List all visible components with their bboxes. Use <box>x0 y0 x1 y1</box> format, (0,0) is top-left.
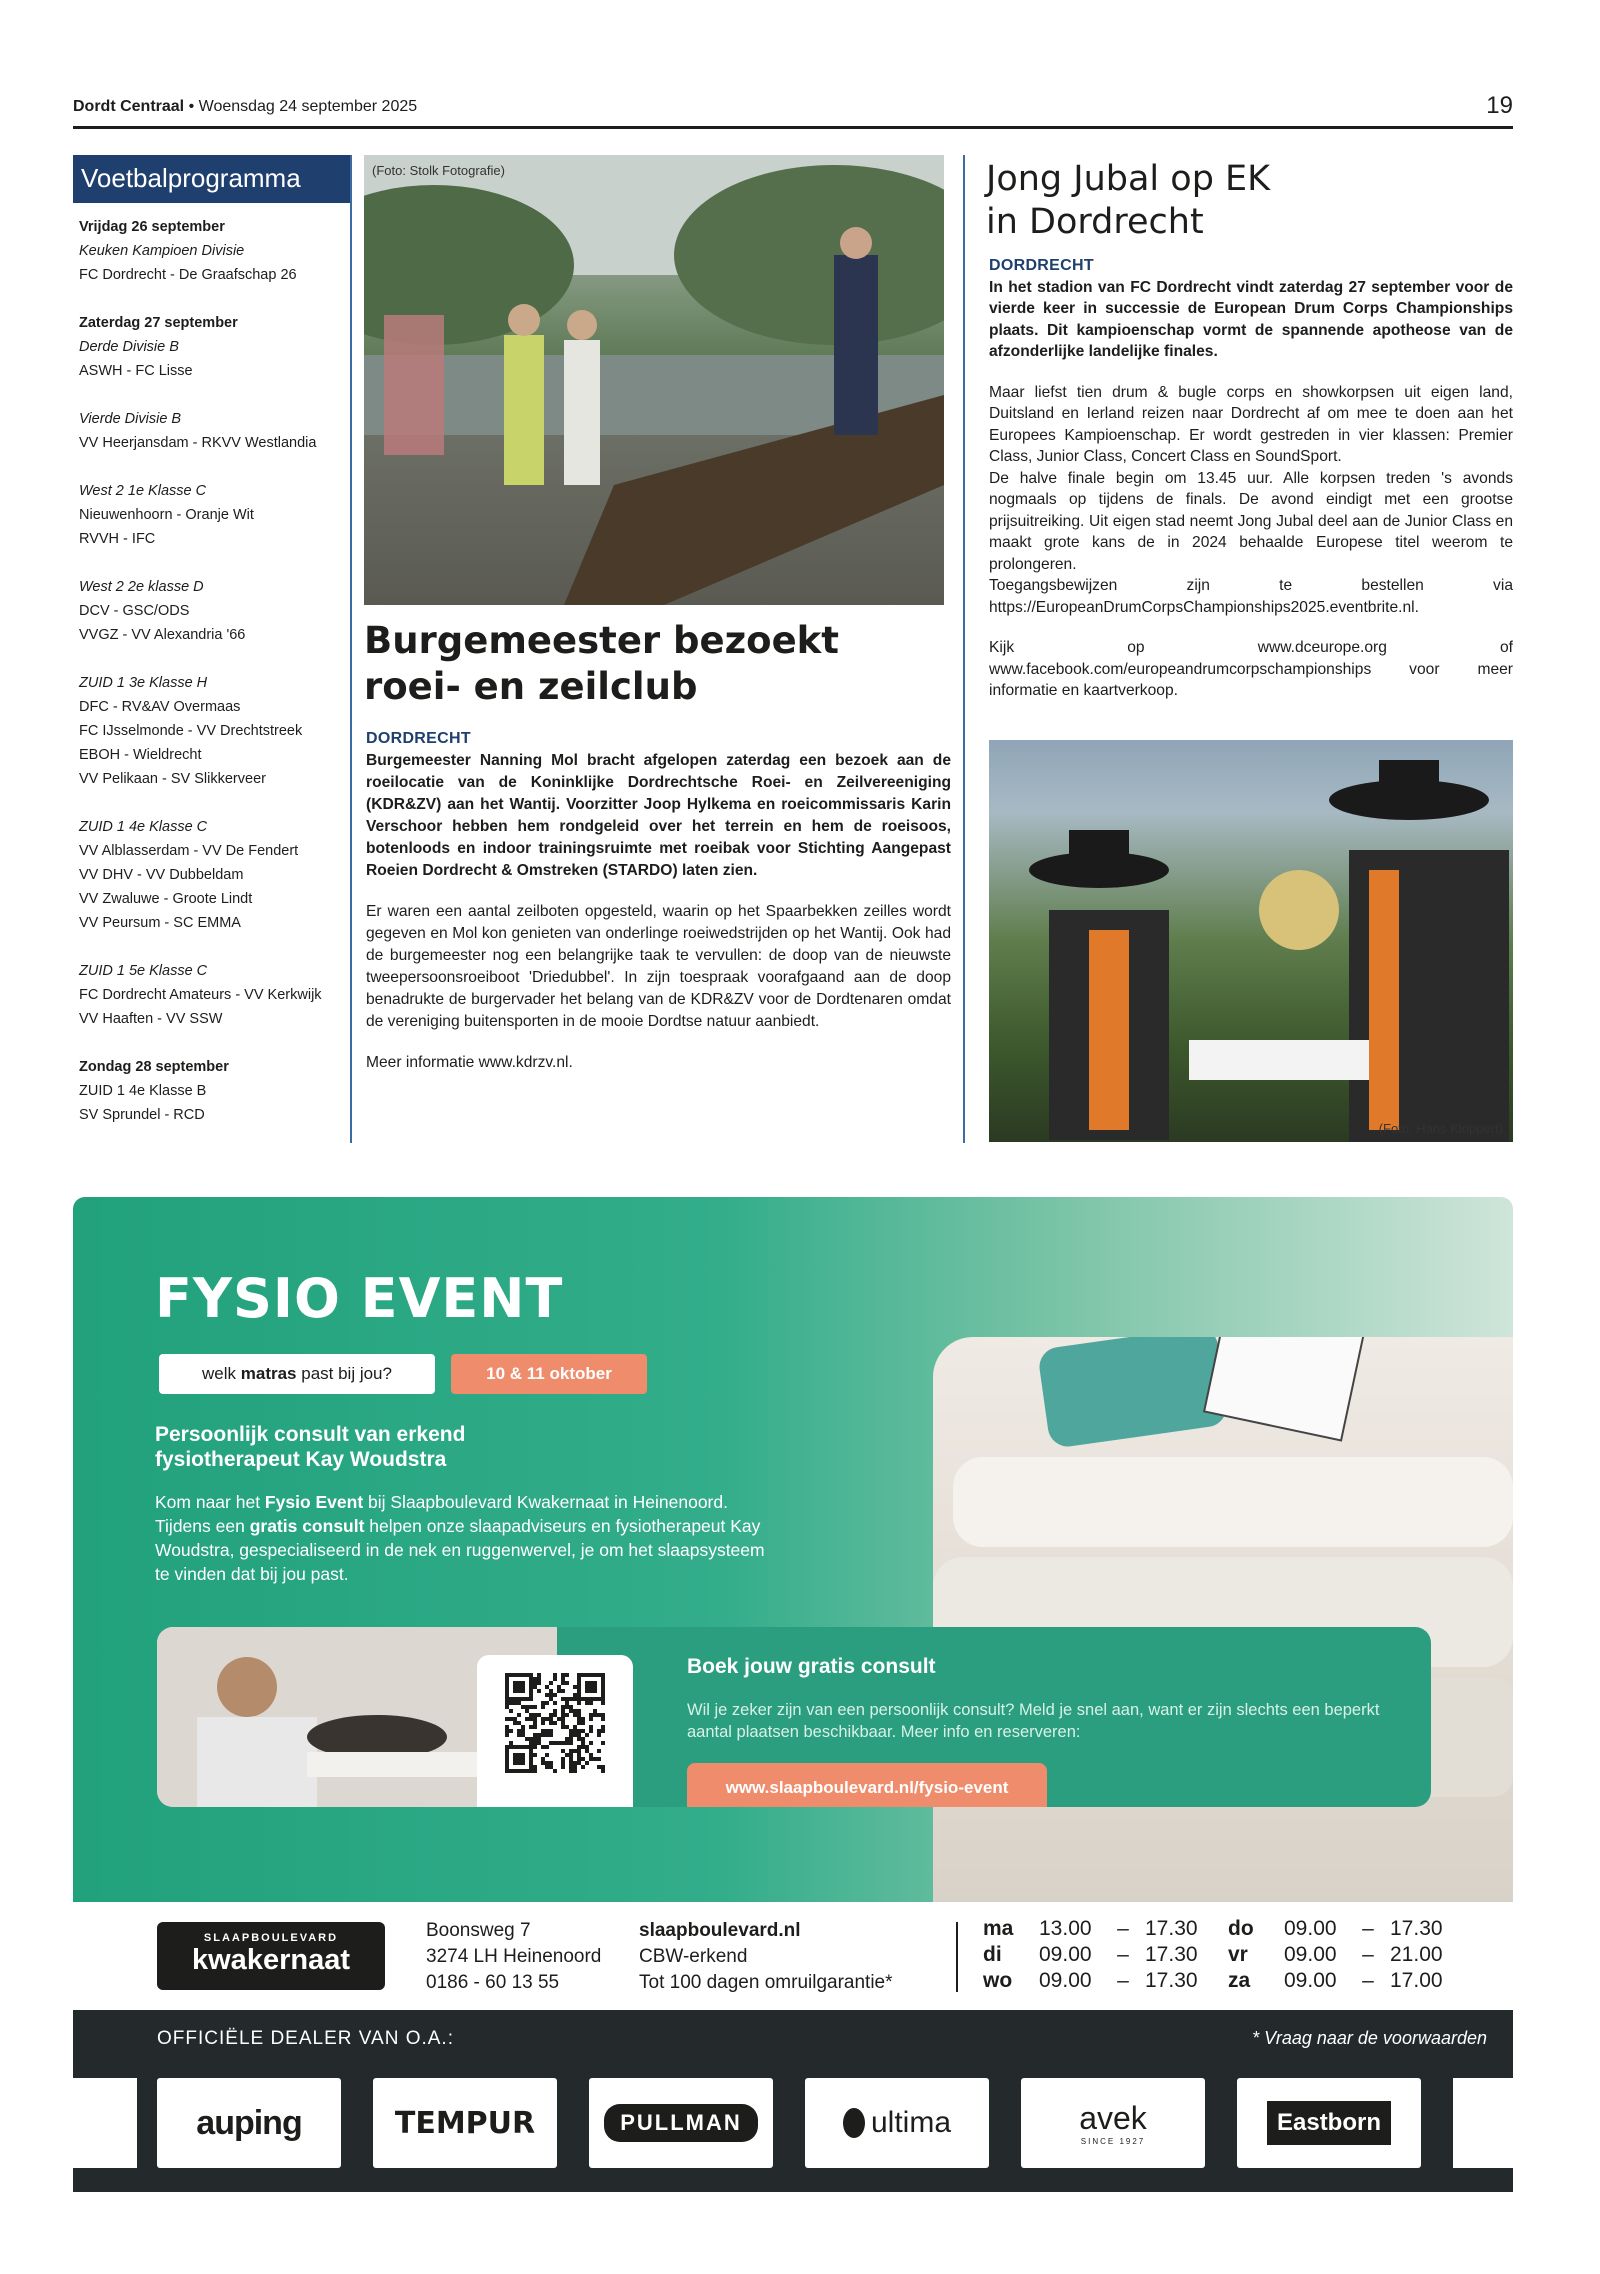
brand-logo-auping: auping <box>157 2078 341 2168</box>
brand-logo-avek <box>1021 2078 1205 2168</box>
opening-hours-row <box>1228 1916 1462 1942</box>
opening-hours-row <box>1228 1942 1462 1968</box>
photo-credit: (Foto: Stolk Fotografie) <box>372 163 505 178</box>
advertisement <box>73 1197 1513 1902</box>
weekday: wo <box>983 1969 1013 1992</box>
schedule-league: Keuken Kampioen Divisie <box>79 243 245 259</box>
weekday: ma <box>983 1917 1014 1940</box>
article-footer: Meer informatie www.kdrzv.nl. <box>366 1054 573 1071</box>
schedule-match: Nieuwenhoorn - Oranje Wit <box>79 507 254 523</box>
brand-logo-pullman <box>589 2078 773 2168</box>
store-website-link[interactable]: slaapboulevard.nl <box>639 1920 801 1941</box>
schedule-league: ZUID 1 3e Klasse H <box>79 675 208 691</box>
close-time: 17.30 <box>1145 1969 1198 1992</box>
schedule-group <box>79 575 352 647</box>
drum-corps-photo-illustration <box>989 740 1513 1142</box>
close-time: 17.30 <box>1390 1917 1443 1940</box>
schedule-date: Zaterdag 27 september <box>79 315 238 331</box>
schedule-match: ASWH - FC Lisse <box>79 363 193 379</box>
schedule-match: FC Dordrecht Amateurs - VV Kerkwijk <box>79 987 322 1003</box>
drum-corps-photo <box>989 740 1513 1142</box>
pullman-badge: PULLMAN <box>604 2104 758 2142</box>
opening-hours-row <box>983 1916 1217 1942</box>
store-address <box>426 1918 601 1996</box>
weekday: di <box>983 1943 1002 1966</box>
schedule-match: VV Peursum - SC EMMA <box>79 915 241 931</box>
opening-hours-row <box>983 1968 1217 1994</box>
schedule-group <box>79 215 352 287</box>
article-body <box>366 728 951 1074</box>
column-divider <box>350 155 352 1143</box>
schedule-match: DFC - RV&AV Overmaas <box>79 699 241 715</box>
opening-hours-row <box>983 1942 1217 1968</box>
schedule-match: VV Zwaluwe - Groote Lindt <box>79 891 253 907</box>
open-time: 09.00 <box>1284 1917 1337 1940</box>
dateline: DORDRECHT <box>366 730 471 747</box>
weekday: vr <box>1228 1943 1248 1966</box>
avek-text: avek <box>1079 2100 1147 2136</box>
schedule-league: Derde Divisie B <box>79 339 179 355</box>
schedule-group <box>79 407 352 455</box>
article-footer: Kijk op www.dceurope.org of www.facebook.com/europeandrumcorpschampionships voor meer informatie en kaartverkoop. <box>989 639 1513 699</box>
schedule-match: VV Haaften - VV SSW <box>79 1011 223 1027</box>
store-info <box>73 1902 1513 2010</box>
column-divider <box>963 155 965 1143</box>
matras-question-badge: welk matras past bij jou? <box>159 1354 435 1394</box>
qr-code-pattern <box>477 1655 633 1807</box>
ad-body: Kom naar het Fysio Event bij Slaapboulevard Kwakernaat in Heinenoord. Tijdens een gratis consult helpen onze slaapadviseurs en fysiotherapeut Kay Woudstra, gespecialiseerd in de nek en ruggenwervel, je om het slaapsysteem te vinden dat bij jou past. <box>155 1492 765 1584</box>
brand-logo-tempur: TEMPUR <box>373 2078 557 2168</box>
headline-line: Burgemeester bezoekt <box>364 619 839 662</box>
schedule-match: VV Pelikaan - SV Slikkerveer <box>79 771 266 787</box>
open-time: 09.00 <box>1284 1943 1337 1966</box>
close-time: 17.30 <box>1145 1943 1198 1966</box>
opening-hours-row <box>1228 1968 1462 1994</box>
time-separator: – <box>1117 1943 1129 1966</box>
open-time: 09.00 <box>1039 1943 1092 1966</box>
eastborn-badge: Eastborn <box>1267 2101 1391 2145</box>
ad-subtitle-line: Persoonlijk consult van erkend <box>155 1423 466 1446</box>
ad-title: FYSIO EVENT <box>155 1267 564 1330</box>
card-heading: Boek jouw gratis consult <box>687 1655 936 1678</box>
schedule-group <box>79 1055 352 1127</box>
schedule-group <box>79 479 352 551</box>
football-schedule-body <box>73 203 352 1127</box>
schedule-match: FC Dordrecht - De Graafschap 26 <box>79 267 297 283</box>
fysio-event-link-button[interactable]: www.slaapboulevard.nl/fysio-event <box>687 1763 1047 1807</box>
article-body <box>989 255 1513 702</box>
page-number: 19 <box>1486 92 1513 119</box>
store-detail-line: Tot 100 dagen omruilgarantie* <box>639 1972 893 1993</box>
brand-logo-ultima <box>805 2078 989 2168</box>
ultima-figure-icon <box>843 2108 865 2138</box>
address-line: Boonsweg 7 <box>426 1920 531 1941</box>
card-text: Wil je zeker zijn van een persoonlijk consult? Meld je snel aan, want er zijn slechts een beperkt aantal plaatsen beschikbaar. Meer info en reserveren: <box>687 1701 1380 1741</box>
dealer-title: OFFICIËLE DEALER VAN O.A.: <box>157 2028 454 2049</box>
publication-date: Woensdag 24 september 2025 <box>198 98 418 115</box>
schedule-league: West 2 2e klasse D <box>79 579 204 595</box>
article-paragraph: De halve finale begin om 13.45 uur. Alle korpsen treden 's avonds nogmaals op tijdens de finals. De avond eindigt met een grootse prijsuitreiking. Uit eigen stad neemt Jong Jubal deel aan de Junior Class en maakt grote kans de in 2024 behaalde Europese titel weerom te prolongeren. <box>989 469 1513 573</box>
dateline: DORDRECHT <box>989 257 1094 274</box>
phone-number: 0186 - 60 13 55 <box>426 1972 560 1993</box>
headline-line: roei- en zeilclub <box>364 665 698 708</box>
schedule-match: EBOH - Wieldrecht <box>79 747 202 763</box>
ad-subtitle-line: fysiotherapeut Kay Woudstra <box>155 1448 447 1471</box>
schedule-league: ZUID 1 4e Klasse C <box>79 819 208 835</box>
brand-tile-partial <box>1453 2078 1513 2168</box>
article-intro: In het stadion van FC Dordrecht vindt zaterdag 27 september voor de vierde keer in successie de European Drum Corps Championships plaats. Dit kampioenschap vormt de spannende apotheose van de afzonderlijke landelijke finales. <box>989 278 1513 360</box>
schedule-match: VVGZ - VV Alexandria '66 <box>79 627 246 643</box>
schedule-date: Zondag 28 september <box>79 1059 229 1075</box>
avek-subtext: SINCE 1927 <box>1080 2137 1146 2146</box>
article-headline <box>986 158 1506 244</box>
open-time: 09.00 <box>1039 1969 1092 1992</box>
weekday: do <box>1228 1917 1254 1940</box>
rowing-club-photo-illustration <box>364 155 944 605</box>
schedule-league: ZUID 1 5e Klasse C <box>79 963 208 979</box>
article-paragraph: Toegangsbewijzen zijn te bestellen via https://EuropeanDrumCorpsChampionships2025.eventbrite.nl. <box>989 577 1513 616</box>
schedule-match: VV DHV - VV Dubbeldam <box>79 867 244 883</box>
close-time: 17.00 <box>1390 1969 1443 1992</box>
store-details <box>639 1918 893 1996</box>
brand-logo-eastborn <box>1237 2078 1421 2168</box>
booking-card <box>157 1627 1431 1807</box>
schedule-league: West 2 1e Klasse C <box>79 483 207 499</box>
schedule-group <box>79 815 352 935</box>
logo-main-text: kwakernaat <box>192 1944 350 1976</box>
event-dates-badge: 10 & 11 oktober <box>451 1354 647 1394</box>
time-separator: – <box>1362 1969 1374 1992</box>
mattress-image <box>933 1337 1513 1902</box>
schedule-match: VV Alblasserdam - VV De Fendert <box>79 843 299 859</box>
time-separator: – <box>1362 1917 1374 1940</box>
brand-tile-partial <box>73 2078 137 2168</box>
open-time: 09.00 <box>1284 1969 1337 1992</box>
dealer-band <box>73 2010 1513 2192</box>
opening-hours-column <box>983 1916 1217 1994</box>
photo-credit: (Foto: Hans Kloppert) <box>1378 1121 1503 1136</box>
mattress-illustration <box>933 1337 1513 1902</box>
schedule-match: RVVH - IFC <box>79 531 156 547</box>
weekday: za <box>1228 1969 1251 1992</box>
schedule-match: SV Sprundel - RCD <box>79 1107 205 1123</box>
publication-name: Dordt Centraal <box>73 98 185 115</box>
header-publication-line: Dordt Centraal • Woensdag 24 september 2025 <box>73 98 418 115</box>
close-time: 21.00 <box>1390 1943 1443 1966</box>
address-line: 3274 LH Heinenoord <box>426 1946 602 1967</box>
schedule-group <box>79 959 352 1031</box>
opening-hours-column <box>1228 1916 1462 1994</box>
rowing-club-photo <box>364 155 944 605</box>
schedule-group <box>79 671 352 791</box>
kwakernaat-logo <box>157 1922 385 1990</box>
store-detail-line: CBW-erkend <box>639 1946 748 1967</box>
schedule-league: Vierde Divisie B <box>79 411 182 427</box>
time-separator: – <box>1117 1917 1129 1940</box>
football-schedule <box>73 155 352 1151</box>
schedule-match: DCV - GSC/ODS <box>79 603 190 619</box>
dealer-note: * Vraag naar de voorwaarden <box>1252 2028 1487 2048</box>
headline-line: in Dordrecht <box>986 202 1204 242</box>
ad-subtitle <box>155 1422 675 1472</box>
schedule-match: ZUID 1 4e Klasse B <box>79 1083 207 1099</box>
article-headline <box>364 618 944 710</box>
time-separator: – <box>1117 1969 1129 1992</box>
logo-top-text: SLAAPBOULEVARD <box>203 1932 339 1944</box>
football-schedule-title: Voetbalprogramma <box>73 155 352 203</box>
ultima-text: ultima <box>870 2106 952 2139</box>
page-header <box>73 92 1513 129</box>
headline-line: Jong Jubal op EK <box>986 159 1271 199</box>
time-separator: – <box>1362 1943 1374 1966</box>
article-intro: Burgemeester Nanning Mol bracht afgelopen zaterdag een bezoek aan de roeilocatie van de Koninklijke Dordrechtsche Roei- en Zeilvereeniging (KDR&ZV) aan het Wantij. Voorzitter Joop Hylkema en roeicommissaris Karin Verschoor hebben hem rondgeleid over het terrein en hem de roeisoos, botenloods en indoor trainingsruimte met roeibak voor Stichting Aangepast Roeien Dordrecht & Omstreken (STARDO) laten zien. <box>366 752 951 879</box>
schedule-group <box>79 311 352 383</box>
schedule-match: FC IJsselmonde - VV Drechtstreek <box>79 723 303 739</box>
open-time: 13.00 <box>1039 1917 1092 1940</box>
close-time: 17.30 <box>1145 1917 1198 1940</box>
article-paragraph: Er waren een aantal zeilboten opgesteld, waarin op het Spaarbekken zeilles wordt gegeven en Mol kon genieten van onderlinge roeiwedstrijden op het Wantij. Ook had de burgemeester nog een belangrijke taak te vervullen: de doop van de nieuwste tweepersoonsroeiboot 'Driedubbel'. In zijn toespraak voorafgaand aan de doop benadrukte de burgervader het belang van de KDR&ZV voor de Dordtenaren omdat de vereniging buitensporten in de mooie Dordtse natuur aanbiedt. <box>366 903 951 1030</box>
schedule-match: VV Heerjansdam - RKVV Westlandia <box>79 435 317 451</box>
qr-code[interactable] <box>477 1655 633 1807</box>
article-paragraph: Maar liefst tien drum & bugle corps en showkorpsen uit eigen land, Duitsland en Ierland reizen naar Dordrecht af om mee te doen aan het Europees Kampioenschap. Er wordt gestreden in vier klassen: Premier Class, Junior Class, Concert Class en SoundSport. <box>989 383 1513 465</box>
divider <box>956 1922 958 1992</box>
schedule-date: Vrijdag 26 september <box>79 219 225 235</box>
